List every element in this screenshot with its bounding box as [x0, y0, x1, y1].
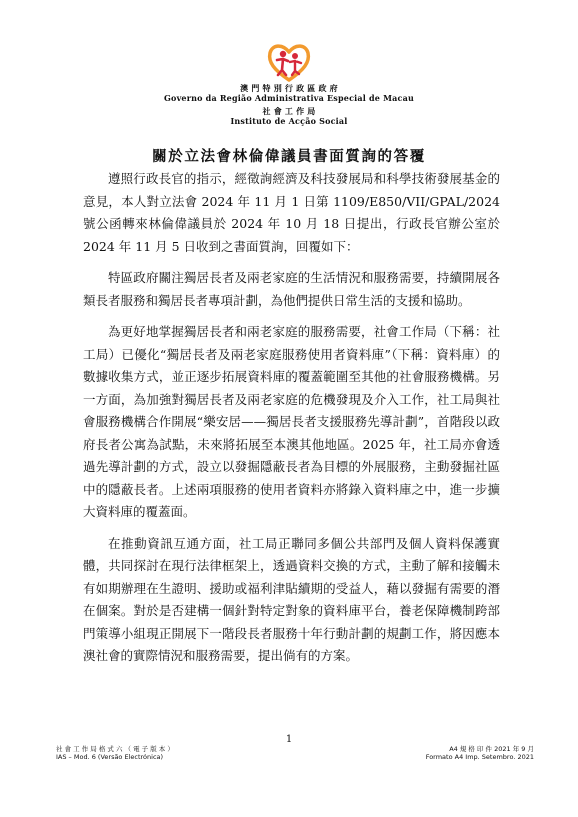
- footer-form-pt: IAS – Mod. 6 (Versão Electrónica): [56, 753, 164, 761]
- footer-print-zh: A4 規 格 印 件 2021 年 9 月: [449, 745, 534, 753]
- paragraph-info-sharing: 在推動資訊互通方面，社工局正聯同多個公共部門及個人資料保護實體，共同探討在現行法律框架上，透過資料交換的方式，主動了解和接觸未有如期辦理在生證明、援助或福利津貼續期的受益人，藉以發掘有需要的潛在個案。對於是否建構一個針對特定對象的資料庫平台，養老保障機制跨部門策導小組現正開展下一階段長者服務十年行動計劃的規劃工作，將因應本澳社會的實際情況和服務需要，提出倘有的方案。: [83, 535, 500, 663]
- paragraph-intro: 遵照行政長官的指示，經徵詢經濟及科技發展局和科學技術發展基金的意見，本人對立法會 2024 年 11 月 1 日第 1109/E850/VII/GPAL/2024 號公函轉來林倫偉議員於 2024 年 10 月 18 日提出，行政長官辦公室於 2024 年 11 月 5 日收到之書面質詢，回覆如下：: [83, 171, 500, 254]
- paragraph-policy: 特區政府關注獨居長者及兩老家庭的生活情況和服務需要，持續開展各類長者服務和獨居長者專項計劃，為他們提供日常生活的支援和協助。: [83, 270, 500, 308]
- letterhead: [0, 40, 578, 126]
- institute-name-pt: Instituto de Acção Social: [230, 115, 348, 126]
- document-body: [83, 168, 500, 677]
- institute-name-zh: 社 會 工 作 局: [262, 106, 316, 116]
- government-name-zh: 澳 門 特 別 行 政 區 政 府: [240, 83, 338, 93]
- paragraph-database: 為更好地掌握獨居長者和兩老家庭的服務需要，社會工作局（下稱：社工局）已優化“獨居長者及兩老家庭服務使用者資料庫”（下稱：資料庫）的數據收集方式，並正逐步拓展資料庫的覆蓋範圍至其他的社會服務機構。另一方面，為加強對獨居長者及兩老家庭的危機發現及介入工作，社工局與社會服務機構合作開展“樂安居——獨居長者支援服務先導計劃”，首階段以政府長者公寓為試點，未來將拓展至本澳其他地區。2025 年，社工局亦會透過先導計劃的方式，設立以發掘隱蔽長者為目標的外展服務，主動發掘社區中的隱蔽長者。上述兩項服務的使用者資料亦將錄入資料庫之中，進一步擴大資料庫的覆蓋面。: [83, 324, 500, 519]
- footer-print-pt: Formato A4 Imp. Setembro. 2021: [425, 753, 534, 761]
- footer-form-info: [56, 745, 174, 761]
- footer-print-info: [426, 745, 534, 761]
- footer-form-zh: 社 會 工 作 局 格 式 六 （ 電 子 版 本 ）: [56, 745, 174, 753]
- document-title: 關於立法會林倫偉議員書面質詢的答覆: [152, 148, 426, 165]
- page-number: 1: [285, 734, 293, 745]
- ias-logo-icon: [264, 40, 314, 84]
- government-name-pt: Governo da Região Administrativa Especial de Macau: [164, 92, 414, 103]
